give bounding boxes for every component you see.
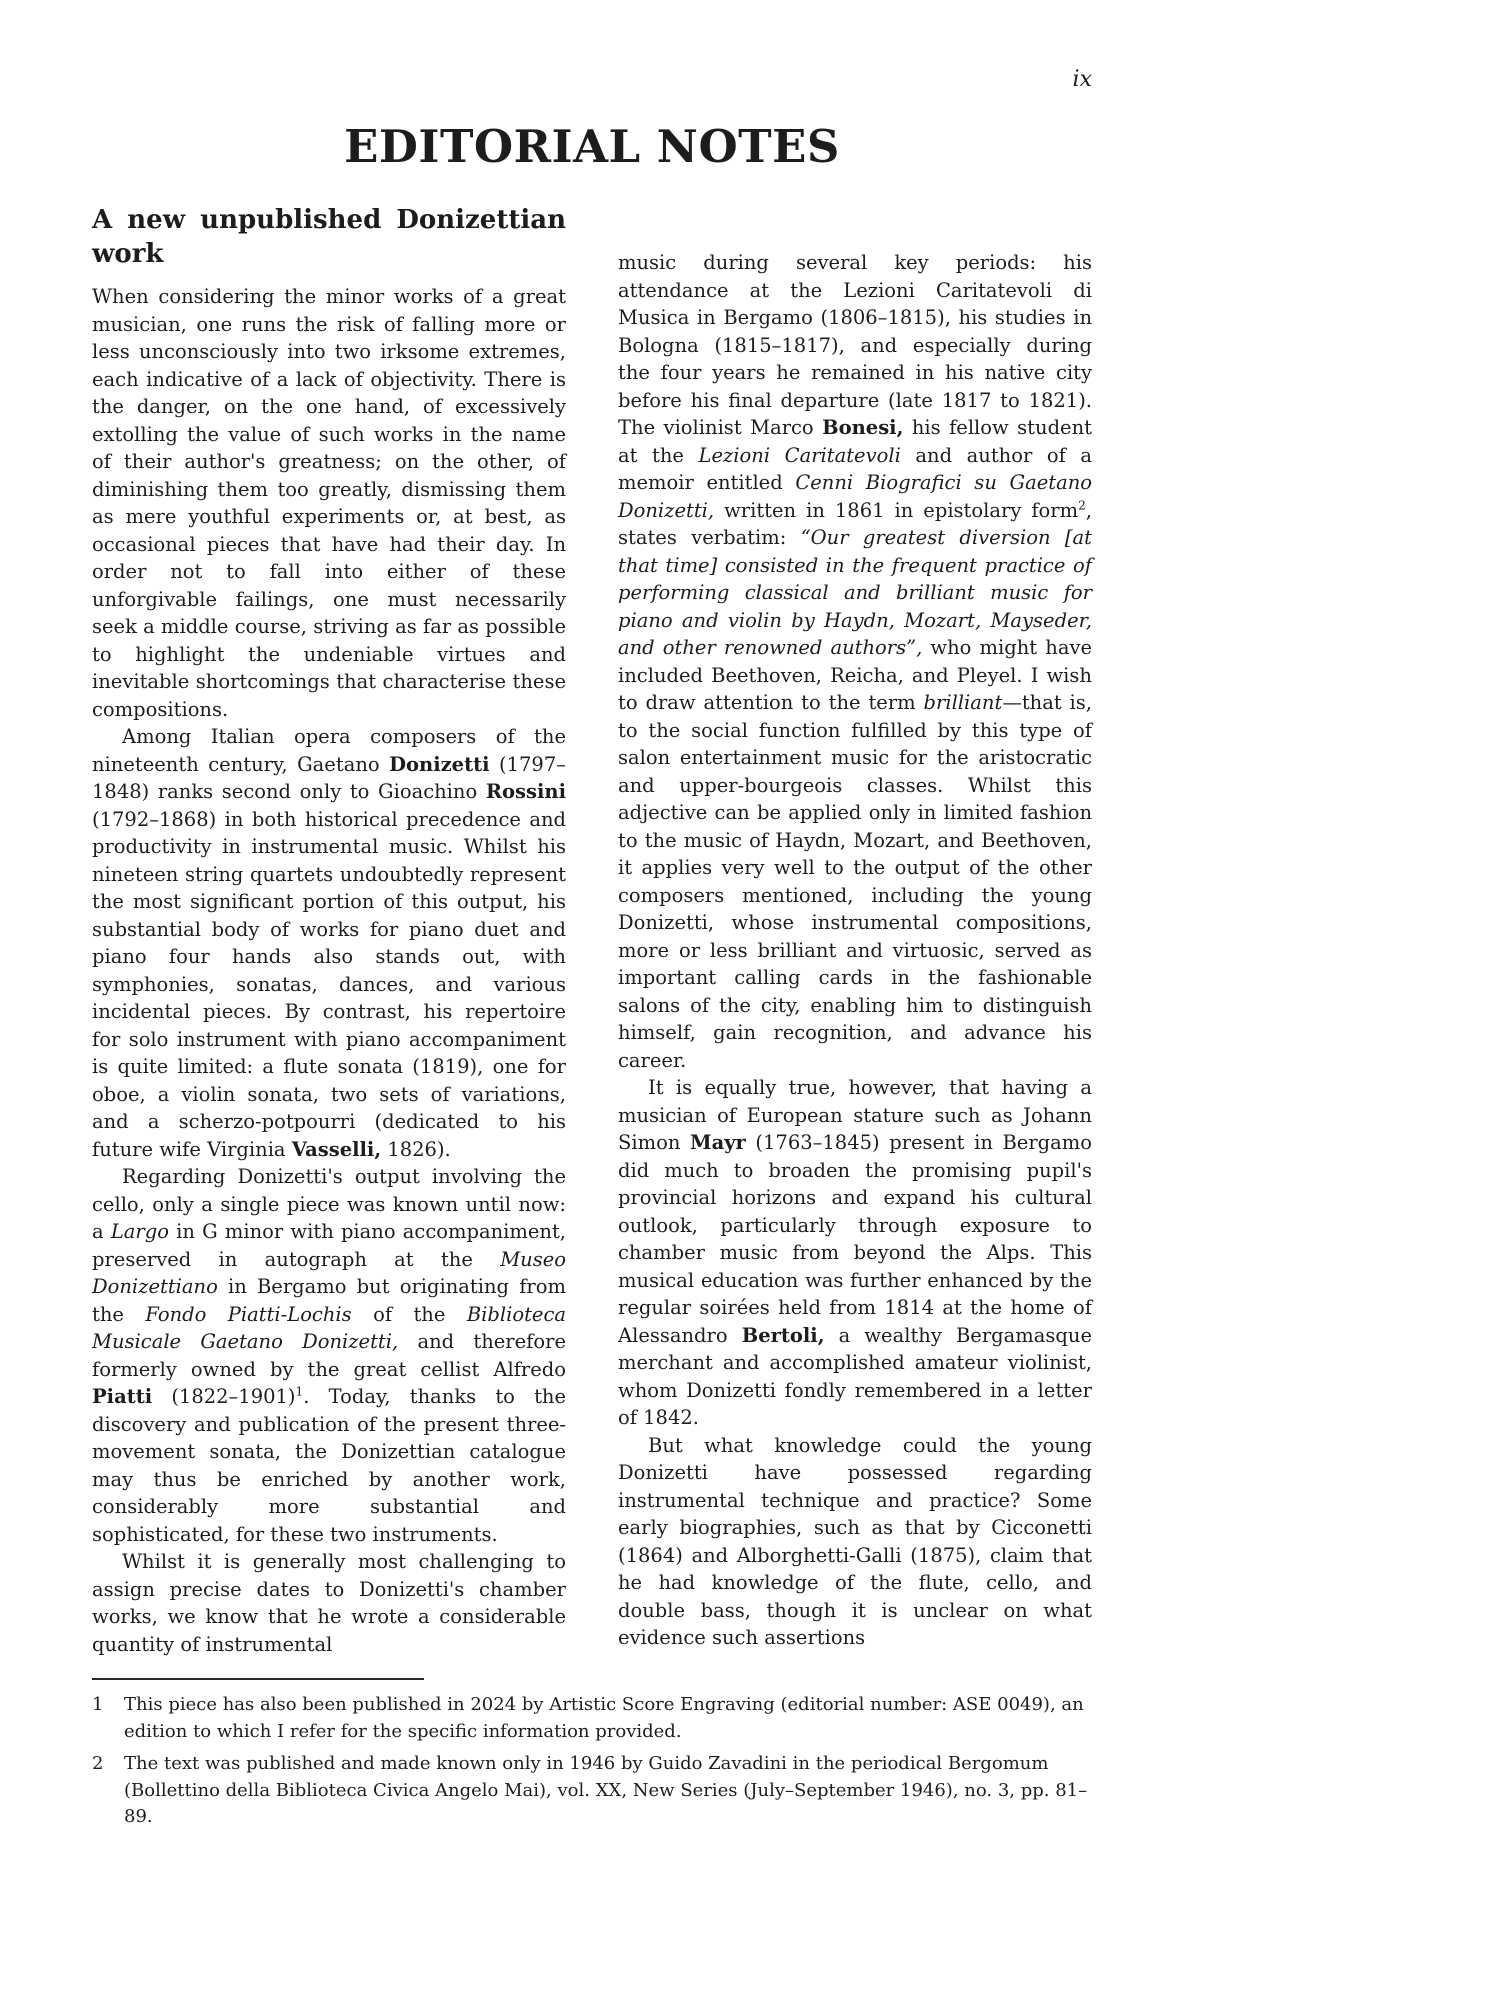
paragraph: Regarding Donizetti's output involving the cello, only a single piece was known until now: a Largo in G minor with piano accompaniment, preserved in autograph at the Museo Donizettiano in Bergamo but originating from the Fondo Piatti-Lochis of the Biblioteca Musicale Gaetano Donizetti, and therefore formerly owned by the great cellist Alfredo Piatti (1822–1901)$^1$. Today, thanks to the discovery and publication of the present three-movement sonata, the Donizettian catalogue may thus be enriched by another work, considerably more substantial and sophisticated, for these two instruments.: [92, 1165, 567, 1546]
paragraph: Whilst it is generally most challenging to assign precise dates to Donizetti's chamber works, we know that he wrote a considerable quantity of instrumental: [92, 1550, 566, 1656]
two-column-text: [92, 203, 1092, 1658]
paragraph: When considering the minor works of a great musician, one runs the risk of falling more or less unconsciously into two irksome extremes, each indicative of a lack of objectivity. There is the danger, on the one hand, of excessively extolling the value of such works in the name of their author's greatness; on the other, of diminishing them too greatly, dismissing them as mere youthful experiments or, at best, as occasional pieces that have had their day. In order not to fall into either of these unforgivable failings, one must necessarily seek a middle course, striving as far as possible to highlight the undeniable virtues and inevitable shortcomings that characterise these compositions.: [92, 285, 566, 721]
right-column: [618, 203, 1092, 1658]
paragraph: It is equally true, however, that having a musician of European stature such as Johann Simon Mayr (1763–1845) present in Bergamo did much to broaden the promising pupil's provincial horizons and expand his cultural outlook, particularly through exposure to chamber music from beyond the Alps. This musical education was further enhanced by the regular soirées held from 1814 at the home of Alessandro Bertoli, a wealthy Bergamasque merchant and accomplished amateur violinist, whom Donizetti fondly remembered in a letter of 1842.: [618, 1076, 1092, 1429]
paragraph: Among Italian opera composers of the nineteenth century, Gaetano Donizetti (1797–1848) ranks second only to Gioachino Rossini (1792–1868) in both historical precedence and productivity in instrumental music. Whilst his nineteen string quartets undoubtedly represent the most significant portion of this output, his substantial body of works for piano duet and piano four hands also stands out, with symphonies, sonatas, dances, and various incidental pieces. By contrast, his repertoire for solo instrument with piano accompaniment is quite limited: a flute sonata (1819), one for oboe, a violin sonata, two sets of variations, and a scherzo-potpourri (dedicated to his future wife Virginia Vasselli, 1826).: [92, 725, 566, 1161]
left-column: [92, 203, 566, 1658]
paragraph: music during several key periods: his attendance at the Lezioni Caritatevoli di Musica in Bergamo (1806–1815), his studies in Bologna (1815–1817), and especially during the four years he remained in his native city before his final departure (late 1817 to 1821). The violinist Marco Bonesi, his fellow student at the Lezioni Caritatevoli and author of a memoir entitled Cenni Biografici su Gaetano Donizetti, written in 1861 in epistolary form$^2$, states verbatim: “Our greatest diversion [at that time] consisted in the frequent practice of performing classical and brilliant music for piano and violin by Haydn, Mozart, Mayseder, and other renowned authors”, who might have included Beethoven, Reicha, and Pleyel. I wish to draw attention to the term brilliant—that is, to the social function fulfilled by this type of salon entertainment music for the aristocratic and upper-bourgeois classes. Whilst this adjective can be applied only in limited fashion to the music of Haydn, Mozart, and Beethoven, it applies very well to the output of the other composers mentioned, including the young Donizetti, whose instrumental compositions, more or less brilliant and virtuosic, served as important calling cards in the fashionable salons of the city, enabling him to distinguish himself, gain recognition, and advance his career.: [618, 251, 1093, 1072]
footnote: [92, 1692, 1092, 1745]
page-number: ix: [1072, 67, 1092, 92]
paragraph: But what knowledge could the young Donizetti have possessed regarding instrumental technique and practice? Some early biographies, such as that by Cicconetti (1864) and Alborghetti-Galli (1875), claim that he had knowledge of the flute, cello, and double bass, though it is unclear on what evidence such assertions: [618, 1433, 1092, 1649]
footnote-text: The text was published and made known only in 1946 by Guido Zavadini in the periodical Bergomum (Bollettino della Biblioteca Civica Angelo Mai), vol. XX, New Series (July–September 1946), no. 3, pp. 81–89.: [124, 1753, 1088, 1827]
footnote-marker: 2: [92, 1753, 104, 1774]
page-content: [92, 0, 1092, 1837]
footnote-divider: [92, 1678, 424, 1680]
page-title: EDITORIAL NOTES: [344, 120, 840, 173]
section-heading: A new unpublished Donizettian work: [92, 205, 566, 269]
footnote: [92, 1751, 1092, 1831]
footnote-marker: 1: [92, 1694, 104, 1715]
footnote-text: This piece has also been published in 2024 by Artistic Score Engraving (editorial number: ASE 0049), an edition to which I refer for the specific information provided.: [124, 1694, 1084, 1742]
footnotes-section: [92, 1678, 1092, 1831]
